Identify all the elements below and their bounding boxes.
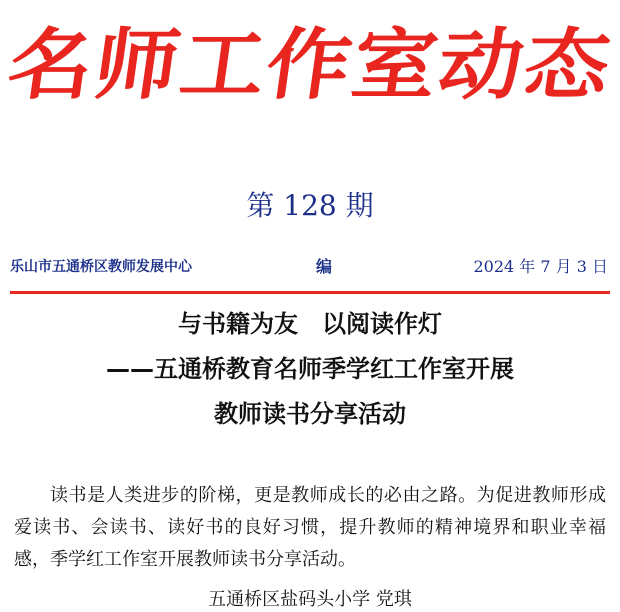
- article-headline-line2: ——五通桥教育名师季学红工作室开展: [106, 355, 514, 383]
- editor-label: 编: [316, 257, 333, 276]
- masthead: [0, 10, 620, 120]
- article-headline-line3: 教师读书分享活动: [214, 400, 406, 428]
- article-author: 五通桥区盐码头小学 党琪: [208, 589, 412, 610]
- meta-row: [8, 254, 612, 278]
- article-paragraph: 读书是人类进步的阶梯，更是教师成长的必由之路。为促进教师形成爱读书、会读书、读好书的良好习惯，提升教师的精神境界和职业幸福感，季学红工作室开展教师读书分享活动。: [14, 485, 606, 570]
- article-headline-line1: 与书籍为友 以阅读作灯: [178, 310, 442, 338]
- issue-number: 第 128 期: [246, 189, 374, 222]
- organization-name: 乐山市五通桥区教师发展中心: [10, 259, 192, 275]
- publish-date: 2024 年 7 月 3 日: [473, 257, 608, 276]
- header-divider: [10, 291, 610, 294]
- masthead-title: 名师工作室动态: [2, 19, 618, 111]
